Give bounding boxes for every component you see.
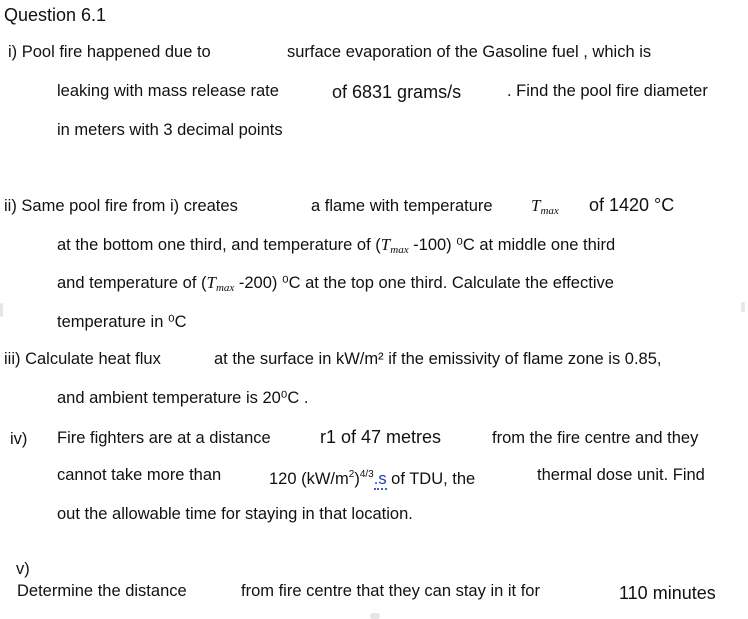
part-iv-intro: Fire fighters are at a distance — [57, 429, 271, 447]
part-iv-number: iv) — [10, 430, 28, 448]
part-i-intro: i) Pool fire happened due to — [8, 43, 211, 61]
part-iv-line-2 — [57, 464, 705, 488]
part-ii-line-1 — [4, 195, 675, 217]
part-v-time: 110 minutes — [619, 583, 716, 603]
part-ii-intro: ii) Same pool fire from i) creates — [4, 197, 238, 215]
part-iv-tdu-value: 120 $(kW/m^2)^{4/3}.s$ of TDU, the — [269, 469, 476, 488]
part-iii-line-2: and ambient temperature is 20⁰C . — [57, 389, 309, 407]
part-v-number: v) — [16, 560, 30, 578]
part-ii-line-2 — [57, 234, 615, 261]
part-ii-line-4: temperature in ⁰C — [57, 313, 187, 331]
scan-mark-left — [0, 303, 3, 317]
tmax-symbol-3: T — [206, 273, 216, 292]
part-v-line-1 — [17, 580, 716, 603]
part-iv-text: from the fire centre and they — [492, 429, 699, 447]
tmax-symbol-2: T — [380, 235, 391, 254]
part-iii-text: at the surface in kW/m² if the emissivity of flame zone is 0.85, — [214, 350, 662, 368]
part-ii-top-value: -200) ⁰C at the top one third. Calculate the effective — [234, 274, 614, 292]
part-v-text: from fire centre that they can stay in it for — [241, 582, 540, 600]
part-i-release-rate: of 6831 grams/s — [332, 82, 462, 102]
part-iii-intro: iii) Calculate heat flux — [4, 350, 161, 368]
part-ii-middle-text: at the bottom one third, and temperature of ( — [57, 236, 381, 254]
question-heading: Question 6.1 — [4, 5, 107, 25]
part-v-intro: Determine the distance — [17, 582, 187, 600]
part-ii-temperature: of 1420 °C — [589, 195, 675, 215]
part-iv-line-1 — [57, 427, 699, 449]
tmax-symbol: $T_{max}$ — [531, 196, 559, 217]
part-ii-top-text: and temperature of ( — [57, 274, 207, 292]
scan-mark-right — [741, 302, 745, 312]
scan-mark-bottom — [370, 613, 380, 619]
part-iv-distance: r1 of 47 metres — [320, 427, 442, 447]
part-iv-line-3: out the allowable time for staying in that location. — [57, 505, 413, 523]
part-iii-line-1 — [4, 348, 662, 370]
part-iv-tdu-label: thermal dose unit. Find — [537, 466, 705, 484]
tmax-sub-2: max — [390, 244, 409, 256]
part-ii-middle-value: -100) ⁰C at middle one third — [408, 236, 616, 254]
tmax-sub-3: max — [215, 282, 235, 294]
part-ii-flame-text: a flame with temperature — [311, 197, 493, 215]
part-iv-limit-text: cannot take more than — [57, 466, 222, 484]
part-i-release-label: leaking with mass release rate — [57, 82, 279, 100]
part-i-text: surface evaporation of the Gasoline fuel , which is — [287, 43, 652, 61]
part-i-line-2 — [57, 80, 708, 102]
part-i-question: . Find the pool fire diameter — [507, 82, 708, 100]
part-ii-line-3 — [57, 272, 614, 299]
part-i-line-1 — [8, 41, 652, 63]
part-i-line-3: in meters with 3 decimal points — [57, 121, 283, 139]
spellcheck-underline[interactable]: .s — [373, 470, 387, 488]
